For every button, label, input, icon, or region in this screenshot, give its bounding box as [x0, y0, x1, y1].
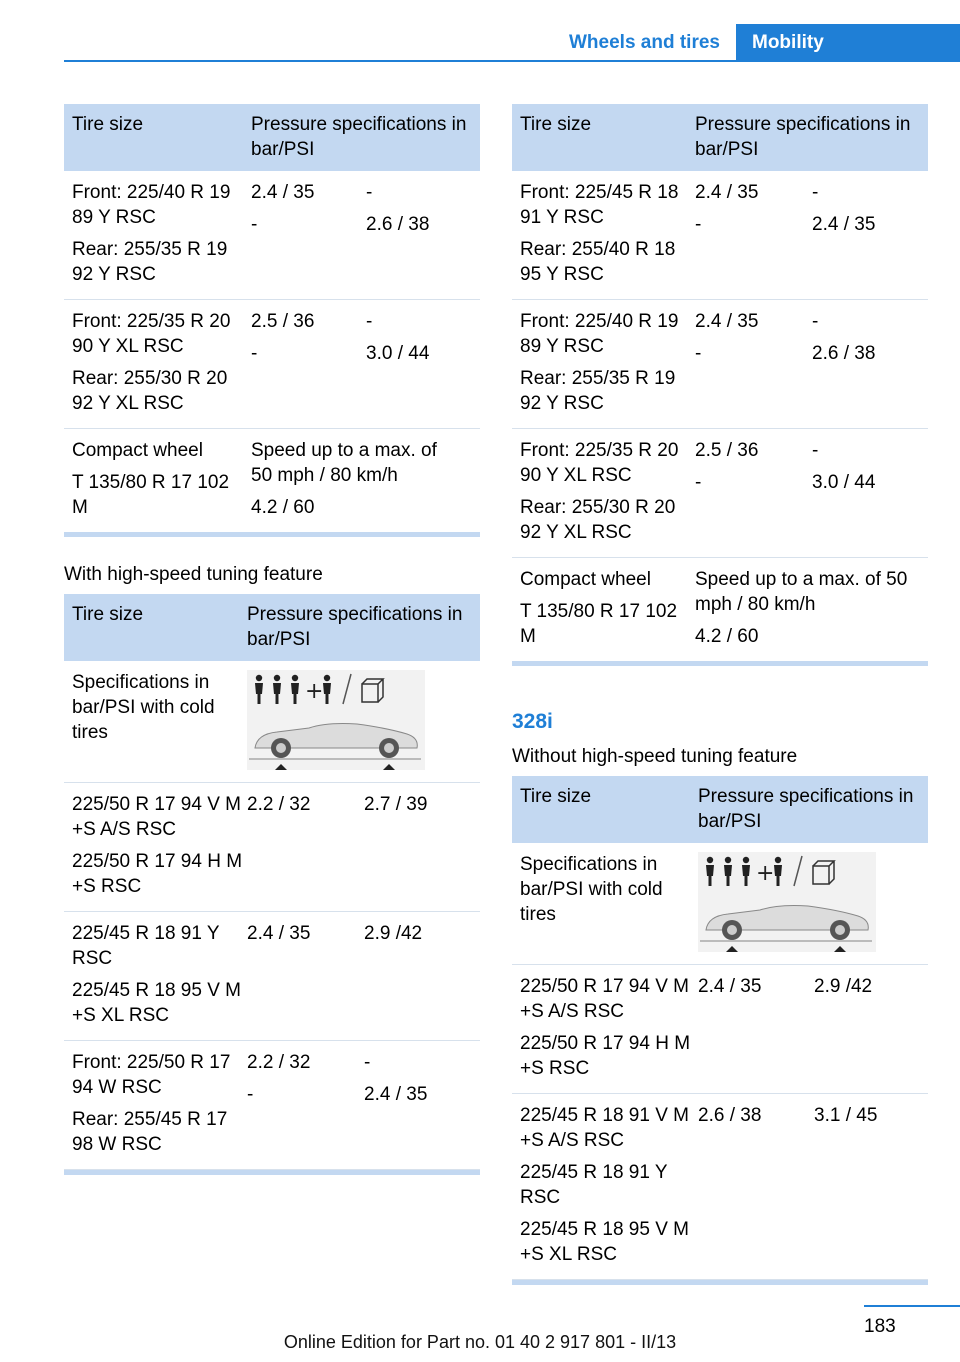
table-header	[64, 594, 480, 661]
table-row	[512, 171, 928, 300]
table-cell-line: 3.1 / 45	[814, 1105, 878, 1126]
person-icon	[291, 675, 299, 704]
table-cell-line: -	[812, 311, 819, 332]
arrow-up-icon	[383, 764, 395, 770]
table-end-rule	[512, 661, 928, 666]
table-row	[512, 300, 928, 429]
compact-wheel-speed: Speed up to a max. of 50 mph / 80 km/h	[695, 569, 908, 615]
right-pressure-table-1	[512, 104, 928, 666]
table-end-rule	[64, 1170, 480, 1175]
compact-wheel-label: Compact wheel	[520, 569, 651, 590]
right-pressure-table-2	[512, 776, 928, 1285]
table-row	[64, 300, 480, 429]
section-heading-328i: 328i	[512, 710, 553, 733]
table-row	[512, 429, 928, 558]
table-cell-line: Front: 225/35 R 20 90 Y XL RSC	[72, 311, 231, 357]
table-cell-line: 2.2 / 32	[247, 794, 311, 815]
table-row	[64, 661, 480, 783]
table-row	[64, 783, 480, 912]
table-cell-line: 2.4 / 35	[247, 923, 311, 944]
table-cell-line: 225/50 R 17 94 V M +S A/S RSC	[72, 794, 241, 840]
table-cell-line: 2.2 / 32	[247, 1052, 311, 1073]
table-cell-line: -	[695, 472, 702, 493]
table-cell-line: 2.5 / 36	[251, 311, 315, 332]
car-side-icon	[700, 906, 872, 943]
compact-wheel-size: T 135/80 R 17 102 M	[520, 601, 678, 647]
table-cell-line: 225/45 R 18 91 Y RSC	[520, 1162, 668, 1208]
table-cell-line: Rear: 255/35 R 19 92 Y RSC	[520, 368, 676, 414]
table-cell-line: 2.7 / 39	[364, 794, 428, 815]
person-icon	[323, 675, 331, 704]
load-illustration	[698, 852, 876, 952]
left-subheading: With high-speed tuning feature	[64, 564, 323, 585]
table-row	[512, 558, 928, 661]
table-cell-line: Rear: 255/45 R 17 98 W RSC	[72, 1109, 228, 1155]
table-cell-line: 225/45 R 18 95 V M +S XL RSC	[72, 980, 241, 1026]
luggage-icon	[813, 861, 834, 884]
col-header-pressure: Pressure specifications in bar/PSI	[695, 114, 911, 160]
table-cell-line: 225/50 R 17 94 H M +S RSC	[520, 1033, 691, 1079]
page-number-rule	[864, 1305, 960, 1307]
col-header-pressure: Pressure specifications in bar/PSI	[251, 114, 467, 160]
col-header-tire-size: Tire size	[72, 114, 144, 135]
table-cell-line: -	[695, 214, 702, 235]
compact-wheel-label: Compact wheel	[72, 440, 203, 461]
car-side-icon	[249, 724, 421, 761]
table-cell-line: -	[812, 440, 819, 461]
table-row	[64, 1041, 480, 1170]
svg-text:+: +	[305, 679, 324, 704]
table-cell-line: Front: 225/40 R 19 89 Y RSC	[72, 182, 231, 228]
table-row	[512, 1094, 928, 1280]
table-cell-line: 2.9 /42	[364, 923, 423, 944]
table-cell-line: 225/50 R 17 94 H M +S RSC	[72, 851, 243, 897]
table-cell-line: -	[251, 343, 258, 364]
compact-wheel-speed: Speed up to a max. of 50 mph / 80 km/h	[251, 440, 437, 486]
table-cell-line: 3.0 / 44	[812, 472, 876, 493]
person-icon	[774, 857, 782, 886]
table-header	[512, 104, 928, 171]
cold-tires-label: Specifications in bar/PSI with cold tires	[520, 854, 663, 925]
col-header-tire-size: Tire size	[520, 786, 592, 807]
load-illustration	[247, 670, 425, 770]
table-cell-line: -	[812, 182, 819, 203]
header-rule	[64, 60, 960, 62]
table-cell-line: -	[366, 182, 373, 203]
right-subheading: Without high-speed tuning feature	[512, 746, 798, 767]
section-title: Wheels and tires	[569, 32, 720, 53]
table-cell-line: 2.6 / 38	[366, 214, 430, 235]
table-row	[512, 965, 928, 1094]
table-cell-line: 2.9 /42	[814, 976, 873, 997]
compact-wheel-size: T 135/80 R 17 102 M	[72, 472, 230, 518]
table-cell-line: Front: 225/45 R 18 91 Y RSC	[520, 182, 679, 228]
col-header-pressure: Pressure specifications in bar/PSI	[247, 604, 463, 650]
table-cell-line: 225/45 R 18 95 V M +S XL RSC	[520, 1219, 689, 1265]
compact-wheel-pressure: 4.2 / 60	[695, 626, 759, 647]
table-row	[64, 429, 480, 532]
person-icon	[273, 675, 281, 704]
left-pressure-table-1	[64, 104, 480, 537]
table-cell-line: Rear: 255/40 R 18 95 Y RSC	[520, 239, 676, 285]
table-cell-line: -	[364, 1052, 371, 1073]
chapter-tab: Mobility	[736, 24, 960, 61]
compact-wheel-pressure: 4.2 / 60	[251, 497, 315, 518]
table-cell-line: 2.4 / 35	[812, 214, 876, 235]
person-icon	[742, 857, 750, 886]
table-end-rule	[512, 1280, 928, 1285]
col-header-tire-size: Tire size	[520, 114, 592, 135]
table-cell-line: Front: 225/40 R 19 89 Y RSC	[520, 311, 679, 357]
table-cell-line: Rear: 255/30 R 20 92 Y XL RSC	[520, 497, 676, 543]
table-row	[64, 171, 480, 300]
table-cell-line: 2.4 / 35	[698, 976, 762, 997]
luggage-icon	[362, 679, 383, 702]
col-header-pressure: Pressure specifications in bar/PSI	[698, 786, 914, 832]
table-cell-line: 225/45 R 18 91 Y RSC	[72, 923, 220, 969]
table-cell-line: Front: 225/35 R 20 90 Y XL RSC	[520, 440, 679, 486]
arrow-up-icon	[834, 946, 846, 952]
table-row	[64, 912, 480, 1041]
table-cell-line: 225/45 R 18 91 V M +S A/S RSC	[520, 1105, 689, 1151]
table-cell-line: 2.4 / 35	[695, 182, 759, 203]
table-cell-line: 2.6 / 38	[812, 343, 876, 364]
table-cell-line: 2.4 / 35	[695, 311, 759, 332]
table-row	[512, 843, 928, 965]
table-cell-line: 3.0 / 44	[366, 343, 430, 364]
table-end-rule	[64, 532, 480, 537]
table-cell-line: 2.4 / 35	[364, 1084, 428, 1105]
arrow-up-icon	[275, 764, 287, 770]
table-cell-line: 2.5 / 36	[695, 440, 759, 461]
table-header	[512, 776, 928, 843]
arrow-up-icon	[726, 946, 738, 952]
table-cell-line: -	[251, 214, 258, 235]
table-cell-line: Rear: 255/30 R 20 92 Y XL RSC	[72, 368, 228, 414]
table-cell-line: -	[247, 1084, 254, 1105]
table-cell-line: 2.4 / 35	[251, 182, 315, 203]
svg-text:+: +	[756, 861, 775, 886]
cold-tires-label: Specifications in bar/PSI with cold tires	[72, 672, 215, 743]
table-cell-line: 2.6 / 38	[698, 1105, 762, 1126]
person-icon	[724, 857, 732, 886]
edition-footer: Online Edition for Part no. 01 40 2 917 801 - II/13	[283, 1332, 677, 1352]
table-header	[64, 104, 480, 171]
table-cell-line: 225/50 R 17 94 V M +S A/S RSC	[520, 976, 689, 1022]
left-pressure-table-2	[64, 594, 480, 1175]
table-cell-line: Rear: 255/35 R 19 92 Y RSC	[72, 239, 228, 285]
table-cell-line: -	[695, 343, 702, 364]
table-cell-line: -	[366, 311, 373, 332]
page-number: 183	[864, 1316, 896, 1337]
person-icon	[255, 675, 263, 704]
table-cell-line: Front: 225/50 R 17 94 W RSC	[72, 1052, 231, 1098]
col-header-tire-size: Tire size	[72, 604, 144, 625]
person-icon	[706, 857, 714, 886]
